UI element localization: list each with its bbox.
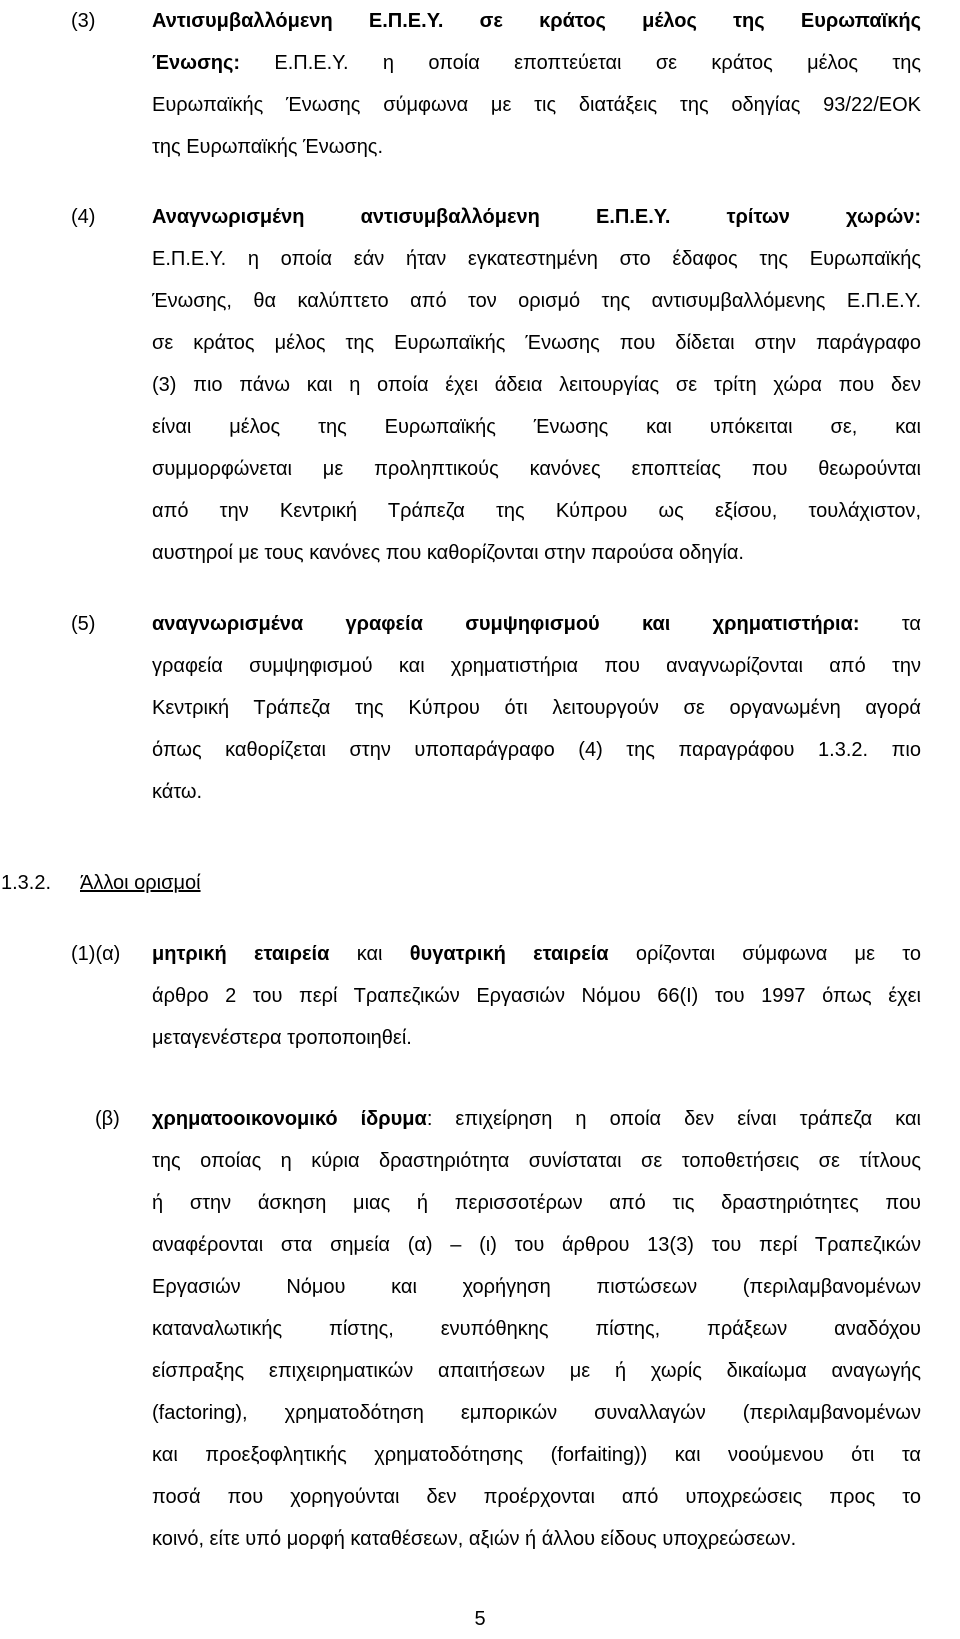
bold-term: Αναγνωρισμένη αντισυμβαλλόμενη Ε.Π.Ε.Υ. τρίτων χωρών: — [152, 206, 921, 228]
text-run: κάτω. — [152, 781, 203, 803]
text-run: καταναλωτικής πίστης, ενυπόθηκης πίστης, πράξεων αναδόχου — [152, 1318, 921, 1340]
text-line — [152, 196, 921, 238]
text-line — [152, 42, 921, 84]
text-run: τα — [859, 613, 921, 635]
item-text — [152, 0, 921, 168]
text-line — [152, 238, 921, 280]
text-run: και προεξοφλητικής χρηματοδότησης (forfaiting)) και νοούμενου ότι τα — [152, 1444, 921, 1466]
text-run: μεταγενέστερα τροποποιηθεί. — [152, 1027, 412, 1049]
text-run: (factoring), χρηματοδότηση εμπορικών συναλλαγών (περιλαμβανομένων — [152, 1402, 921, 1424]
bold-term: Ένωσης: — [152, 52, 241, 74]
text-run: Ε.Π.Ε.Υ. η οποία εάν ήταν εγκατεστημένη στο έδαφος της Ευρωπαϊκής — [152, 248, 921, 270]
text-line — [152, 687, 921, 729]
text-run: κοινό, είτε υπό μορφή καταθέσεων, αξιών ή άλλου είδους υποχρεώσεων. — [152, 1528, 797, 1550]
item-text — [152, 1098, 921, 1560]
bold-term: μητρική εταιρεία — [152, 943, 330, 965]
text-run: της οποίας η κύρια δραστηριότητα συνίσταται σε τοποθετήσεις σε τίτλους — [152, 1150, 921, 1172]
item-text — [152, 603, 921, 813]
text-run: σε κράτος μέλος της Ευρωπαϊκής Ένωσης που δίδεται στην παράγραφο — [152, 332, 921, 354]
text-run: Ένωσης, θα καλύπτετο από τον ορισμό της αντισυμβαλλόμενης Ε.Π.Ε.Υ. — [152, 290, 921, 312]
item-number: (3) — [71, 10, 96, 32]
text-line — [152, 1476, 921, 1518]
text-run: γραφεία συμψηφισμού και χρηματιστήρια που αναγνωρίζονται από την — [152, 655, 921, 677]
text-line — [152, 729, 921, 771]
text-run: της Ευρωπαϊκής Ένωσης. — [152, 136, 384, 158]
text-line — [152, 1266, 921, 1308]
text-line — [152, 1017, 921, 1059]
text-run: είσπραξης επιχειρηματικών απαιτήσεων με ή χωρίς δικαίωμα αναγωγής — [152, 1360, 921, 1382]
text-line — [152, 364, 921, 406]
text-line — [152, 280, 921, 322]
text-run: Εργασιών Νόμου και χορήγηση πιστώσεων (περιλαμβανομένων — [152, 1276, 921, 1298]
item-number: (1)(α) — [71, 943, 121, 965]
text-line — [152, 0, 921, 42]
text-run: ορίζονται σύμφωνα με το — [608, 943, 922, 965]
text-run: αναφέρονται στα σημεία (α) – (ι) του άρθρου 13(3) του περί Τραπεζικών — [152, 1234, 921, 1256]
text-line — [152, 1518, 921, 1560]
text-run: ποσά που χορηγούνται δεν προέρχονται από υποχρεώσεις προς το — [152, 1486, 921, 1508]
text-run: συμμορφώνεται με προληπτικούς κανόνες εποπτείας που θεωρούνται — [152, 458, 921, 480]
text-line — [152, 532, 921, 574]
text-line — [152, 933, 921, 975]
item-number: (5) — [71, 613, 96, 635]
text-line — [152, 1182, 921, 1224]
page-number: 5 — [474, 1608, 486, 1630]
text-run: από την Κεντρική Τράπεζα της Κύπρου ως εξίσου, τουλάχιστον, — [152, 500, 921, 522]
text-run: Ε.Π.Ε.Υ. η οποία εποπτεύεται σε κράτος μέλος της — [240, 52, 921, 74]
text-run: : επιχείρηση η οποία δεν είναι τράπεζα και — [426, 1108, 921, 1130]
bold-term: θυγατρική εταιρεία — [409, 943, 609, 965]
text-line — [152, 603, 921, 645]
text-line — [152, 406, 921, 448]
text-line — [152, 322, 921, 364]
text-run: Ευρωπαϊκής Ένωσης σύμφωνα με τις διατάξεις της οδηγίας 93/22/ΕΟΚ — [152, 94, 921, 116]
item-number: (β) — [95, 1108, 120, 1130]
text-run: ή στην άσκηση μιας ή περισσοτέρων από τις δραστηριότητες που — [152, 1192, 921, 1214]
item-number: (4) — [71, 206, 96, 228]
text-line — [152, 448, 921, 490]
text-run: άρθρο 2 του περί Τραπεζικών Εργασιών Νόμου 66(Ι) του 1997 όπως έχει — [152, 985, 921, 1007]
text-run: και — [329, 943, 410, 965]
section-title: Άλλοι ορισμοί — [80, 872, 201, 894]
item-text — [152, 196, 921, 574]
text-run: αυστηροί με τους κανόνες που καθορίζονται στην παρούσα οδηγία. — [152, 542, 744, 564]
text-line — [152, 1434, 921, 1476]
bold-term: χρηματοοικονομικό ίδρυμα — [152, 1108, 427, 1130]
text-line — [152, 1308, 921, 1350]
text-line — [152, 645, 921, 687]
text-line — [152, 1224, 921, 1266]
text-line — [152, 771, 921, 813]
text-line — [152, 126, 921, 168]
text-line — [152, 1098, 921, 1140]
text-line — [152, 1140, 921, 1182]
text-run: όπως καθορίζεται στην υποπαράγραφο (4) της παραγράφου 1.3.2. πιο — [152, 739, 921, 761]
text-line — [152, 490, 921, 532]
bold-term: αναγνωρισμένα γραφεία συμψηφισμού και χρηματιστήρια: — [152, 613, 860, 635]
text-line — [152, 1392, 921, 1434]
text-run: είναι μέλος της Ευρωπαϊκής Ένωσης και υπόκειται σε, και — [152, 416, 921, 438]
text-line — [152, 84, 921, 126]
text-line — [152, 975, 921, 1017]
bold-term: Αντισυμβαλλόμενη Ε.Π.Ε.Υ. σε κράτος μέλος της Ευρωπαϊκής — [152, 10, 921, 32]
item-text — [152, 933, 921, 1059]
text-line — [152, 1350, 921, 1392]
text-run: Κεντρική Τράπεζα της Κύπρου ότι λειτουργούν σε οργανωμένη αγορά — [152, 697, 921, 719]
text-run: (3) πιο πάνω και η οποία έχει άδεια λειτουργίας σε τρίτη χώρα που δεν — [152, 374, 921, 396]
section-number: 1.3.2. — [1, 872, 52, 894]
